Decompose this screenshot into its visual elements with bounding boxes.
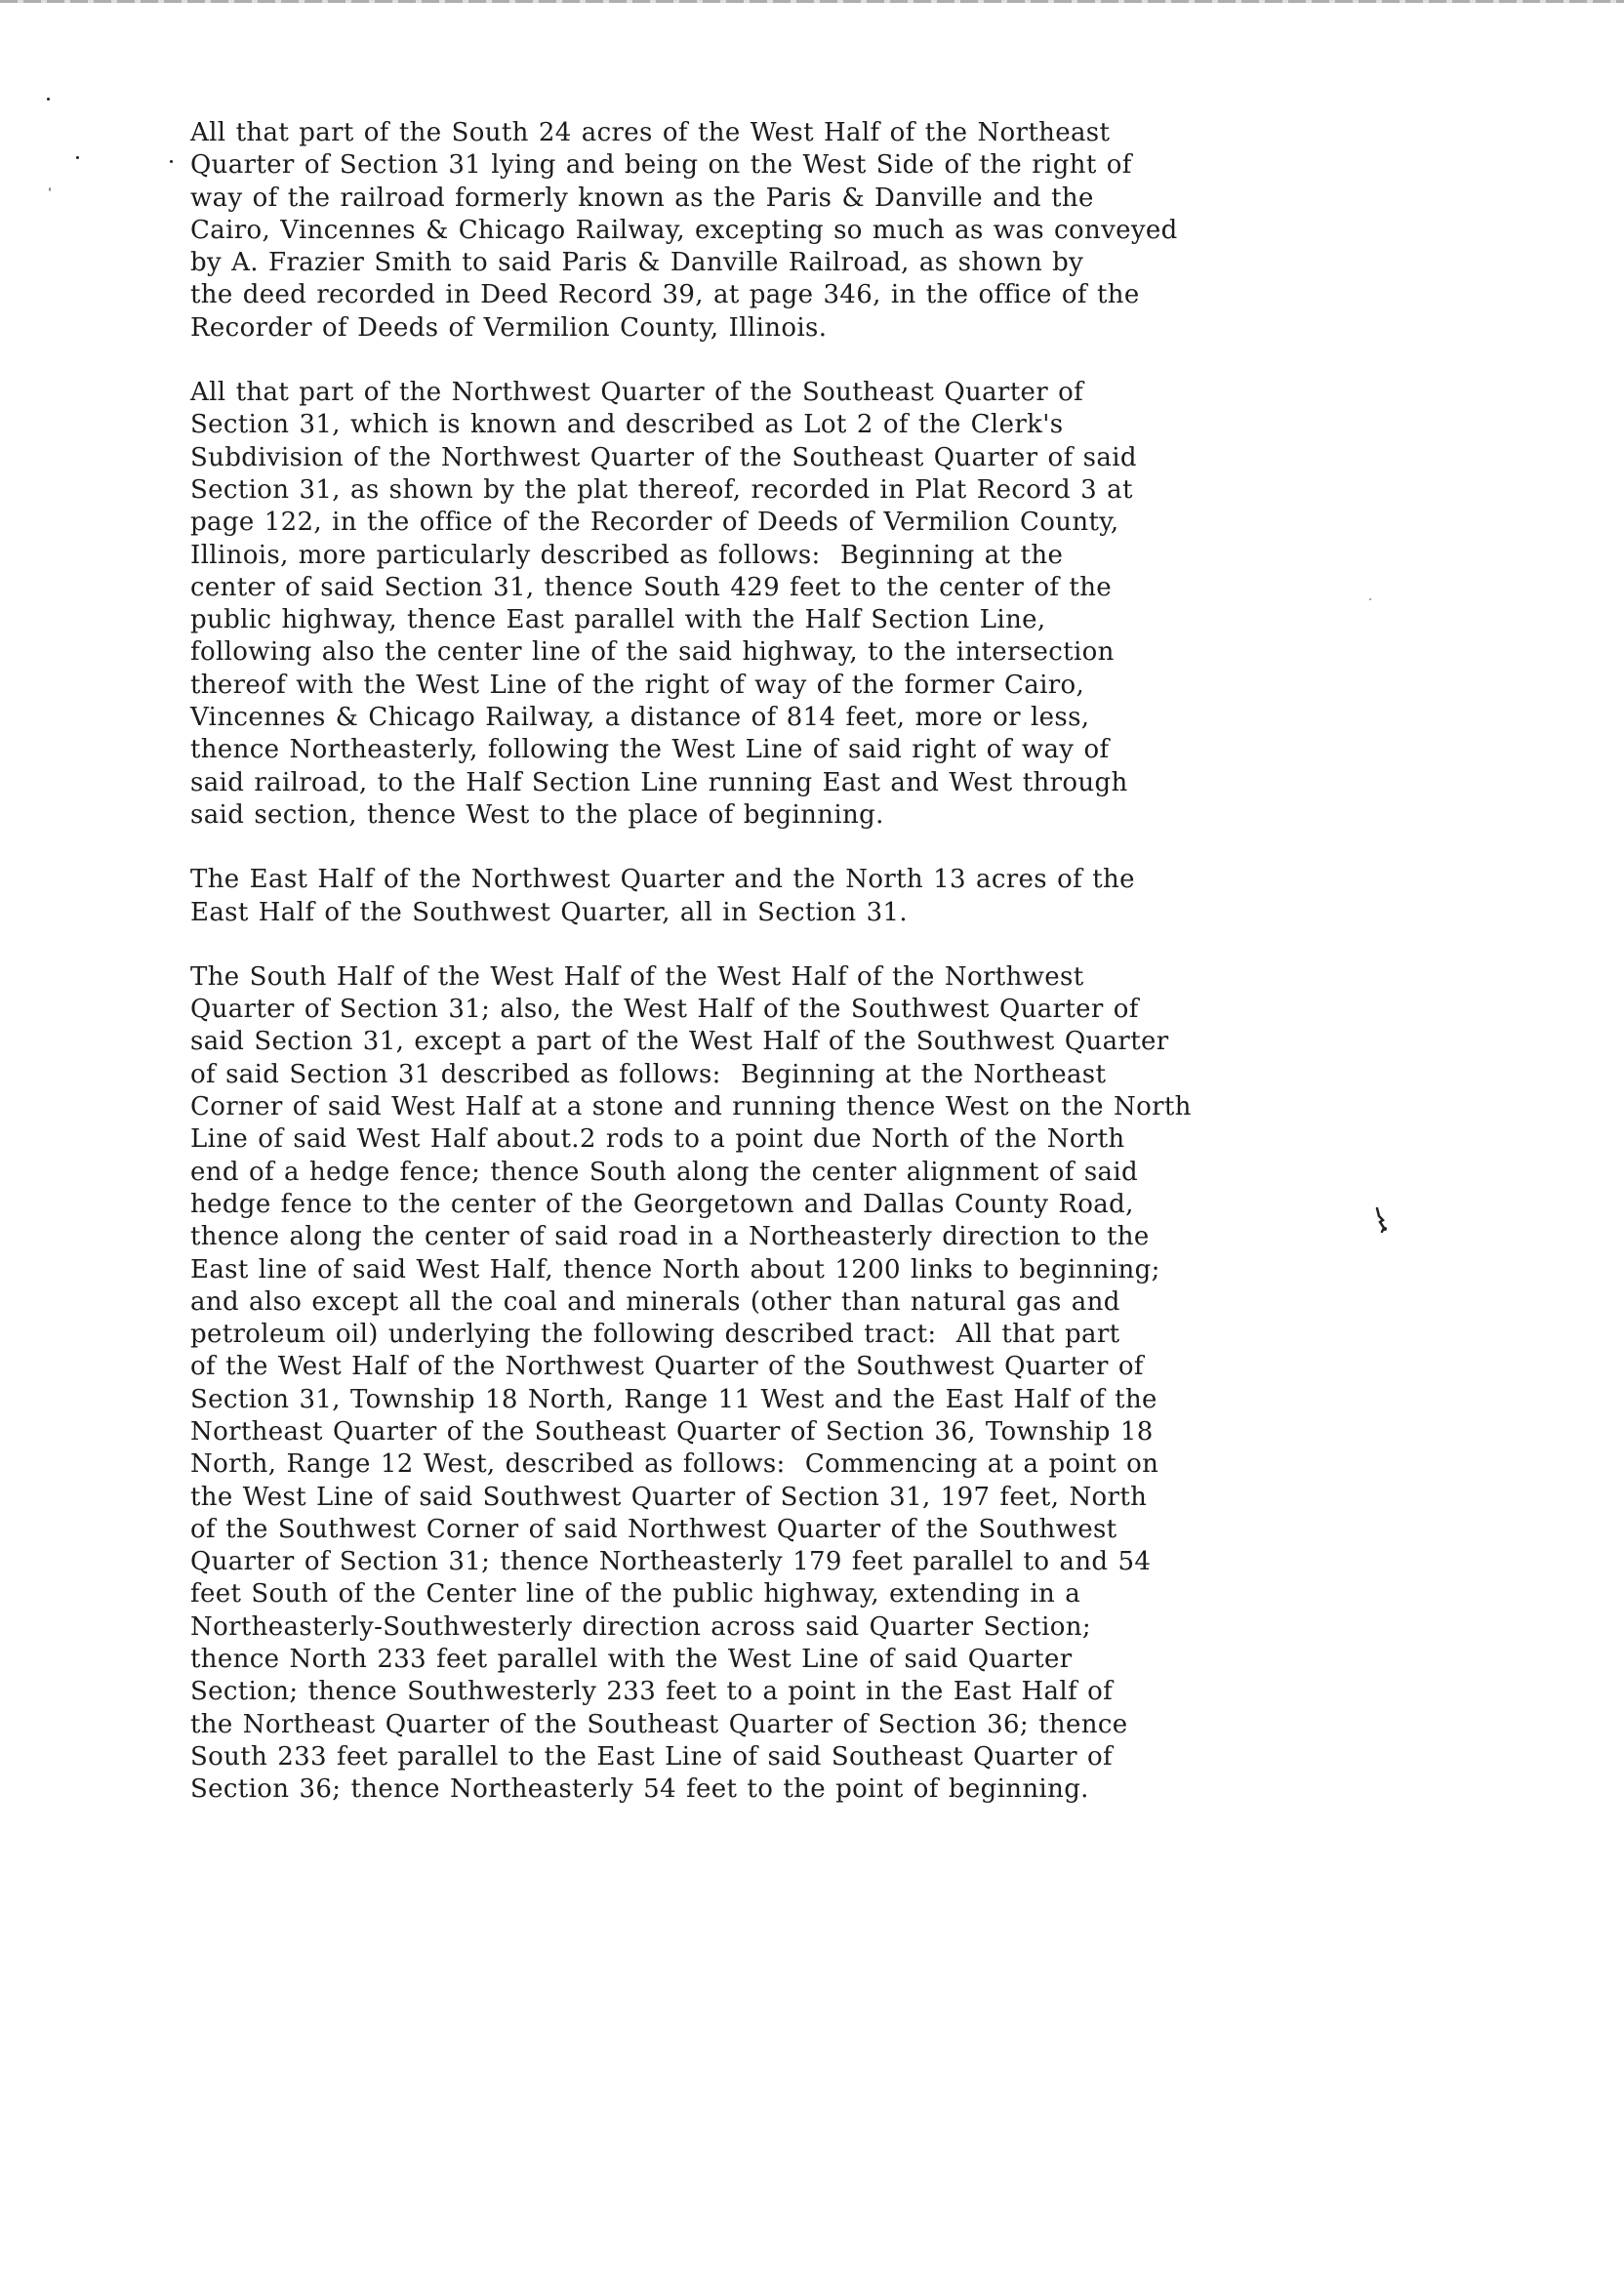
text-line: thence Northeasterly, following the West Line of said right of way of bbox=[190, 735, 1110, 765]
text-line: the Northeast Quarter of the Southeast Quarter of Section 36; thence bbox=[190, 1709, 1128, 1739]
text-line: the deed recorded in Deed Record 39, at page 346, in the office of the bbox=[190, 280, 1140, 310]
text-line: feet South of the Center line of the public highway, extending in a bbox=[190, 1579, 1081, 1610]
paragraph-lot-2 bbox=[190, 377, 1401, 832]
text-line: The East Half of the Northwest Quarter and the North 13 acres of the bbox=[190, 865, 1135, 895]
text-line: thence along the center of said road in a Northeasterly direction to the bbox=[190, 1222, 1150, 1252]
text-line: said Section 31, except a part of the West Half of the Southwest Quarter bbox=[190, 1027, 1169, 1057]
text-line: Northeast Quarter of the Southeast Quarter of Section 36, Township 18 bbox=[190, 1416, 1154, 1447]
text-line: end of a hedge fence; thence South along the center alignment of said bbox=[190, 1157, 1139, 1187]
text-line: following also the center line of the said highway, to the intersection bbox=[190, 637, 1115, 668]
text-line: Quarter of Section 31; also, the West Half of the Southwest Quarter of bbox=[190, 995, 1139, 1025]
paragraph-south-half bbox=[190, 961, 1401, 1807]
text-line: and also except all the coal and minerals (other than natural gas and bbox=[190, 1286, 1120, 1317]
text-line: Illinois, more particularly described as follows: Beginning at the bbox=[190, 540, 1064, 570]
text-line: of the West Half of the Northwest Quarter of the Southwest Quarter of bbox=[190, 1352, 1144, 1382]
text-line: said railroad, to the Half Section Line running East and West through bbox=[190, 767, 1128, 797]
text-line: All that part of the Northwest Quarter of the Southeast Quarter of bbox=[190, 378, 1084, 408]
text-line: public highway, thence East parallel with the Half Section Line, bbox=[190, 605, 1046, 635]
text-line: of the Southwest Corner of said Northwest Quarter of the Southwest bbox=[190, 1514, 1117, 1544]
scan-top-edge bbox=[0, 0, 1624, 3]
text-line: Section 36; thence Northeasterly 54 feet to the point of beginning. bbox=[190, 1774, 1089, 1805]
text-line: Section; thence Southwesterly 233 feet to a point in the East Half of bbox=[190, 1677, 1114, 1707]
legal-description bbox=[190, 117, 1401, 1839]
scan-speck bbox=[170, 160, 173, 163]
text-line: thence North 233 feet parallel with the West Line of said Quarter bbox=[190, 1645, 1073, 1675]
scan-speck bbox=[49, 187, 51, 191]
paragraph-south-24-acres bbox=[190, 117, 1401, 345]
scan-speck bbox=[47, 98, 50, 101]
text-line: Quarter of Section 31; thence Northeasterly 179 feet parallel to and 54 bbox=[190, 1547, 1152, 1577]
text-line: center of said Section 31, thence South 429 feet to the center of the bbox=[190, 572, 1113, 602]
text-line: Quarter of Section 31 lying and being on the West Side of the right of bbox=[190, 150, 1132, 181]
text-line: way of the railroad formerly known as the Paris & Danville and the bbox=[190, 183, 1094, 213]
text-line: petroleum oil) underlying the following described tract: All that part bbox=[190, 1320, 1120, 1350]
text-line: East line of said West Half, thence North about 1200 links to beginning; bbox=[190, 1254, 1160, 1284]
text-line: by A. Frazier Smith to said Paris & Danville Railroad, as shown by bbox=[190, 248, 1084, 278]
text-line: Section 31, which is known and described as Lot 2 of the Clerk's bbox=[190, 410, 1064, 440]
text-line: thereof with the West Line of the right of way of the former Cairo, bbox=[190, 670, 1085, 700]
text-line: Recorder of Deeds of Vermilion County, Illinois. bbox=[190, 312, 828, 343]
text-line: North, Range 12 West, described as follows: Commencing at a point on bbox=[190, 1449, 1159, 1480]
text-line: East Half of the Southwest Quarter, all in Section 31. bbox=[190, 897, 908, 927]
text-line: hedge fence to the center of the Georgetown and Dallas County Road, bbox=[190, 1189, 1134, 1219]
text-line: All that part of the South 24 acres of the West Half of the Northeast bbox=[190, 118, 1111, 147]
scan-mark-icon bbox=[1374, 1206, 1388, 1236]
text-line: South 233 feet parallel to the East Line of said Southeast Quarter of bbox=[190, 1741, 1113, 1772]
text-line: Line of said West Half about.2 rods to a point due North of the North bbox=[190, 1124, 1125, 1155]
scan-speck bbox=[76, 156, 79, 159]
text-line: Subdivision of the Northwest Quarter of the Southeast Quarter of said bbox=[190, 442, 1137, 472]
text-line: the West Line of said Southwest Quarter of Section 31, 197 feet, North bbox=[190, 1482, 1148, 1512]
text-line: page 122, in the office of the Recorder of Deeds of Vermilion County, bbox=[190, 508, 1119, 538]
text-line: of said Section 31 described as follows: Beginning at the Northeast bbox=[190, 1059, 1107, 1089]
text-line: Northeasterly-Southwesterly direction across said Quarter Section; bbox=[190, 1611, 1091, 1642]
text-line: Cairo, Vincennes & Chicago Railway, excepting so much as was conveyed bbox=[190, 215, 1178, 245]
text-line: Section 31, as shown by the plat thereof, recorded in Plat Record 3 at bbox=[190, 474, 1133, 505]
text-line: said section, thence West to the place of beginning. bbox=[190, 799, 884, 830]
text-line: Section 31, Township 18 North, Range 11 West and the East Half of the bbox=[190, 1384, 1157, 1414]
text-line: Corner of said West Half at a stone and running thence West on the North bbox=[190, 1092, 1192, 1122]
paragraph-east-half bbox=[190, 864, 1401, 929]
text-line: The South Half of the West Half of the West Half of the Northwest bbox=[190, 961, 1084, 992]
text-line: Vincennes & Chicago Railway, a distance of 814 feet, more or less, bbox=[190, 703, 1090, 733]
